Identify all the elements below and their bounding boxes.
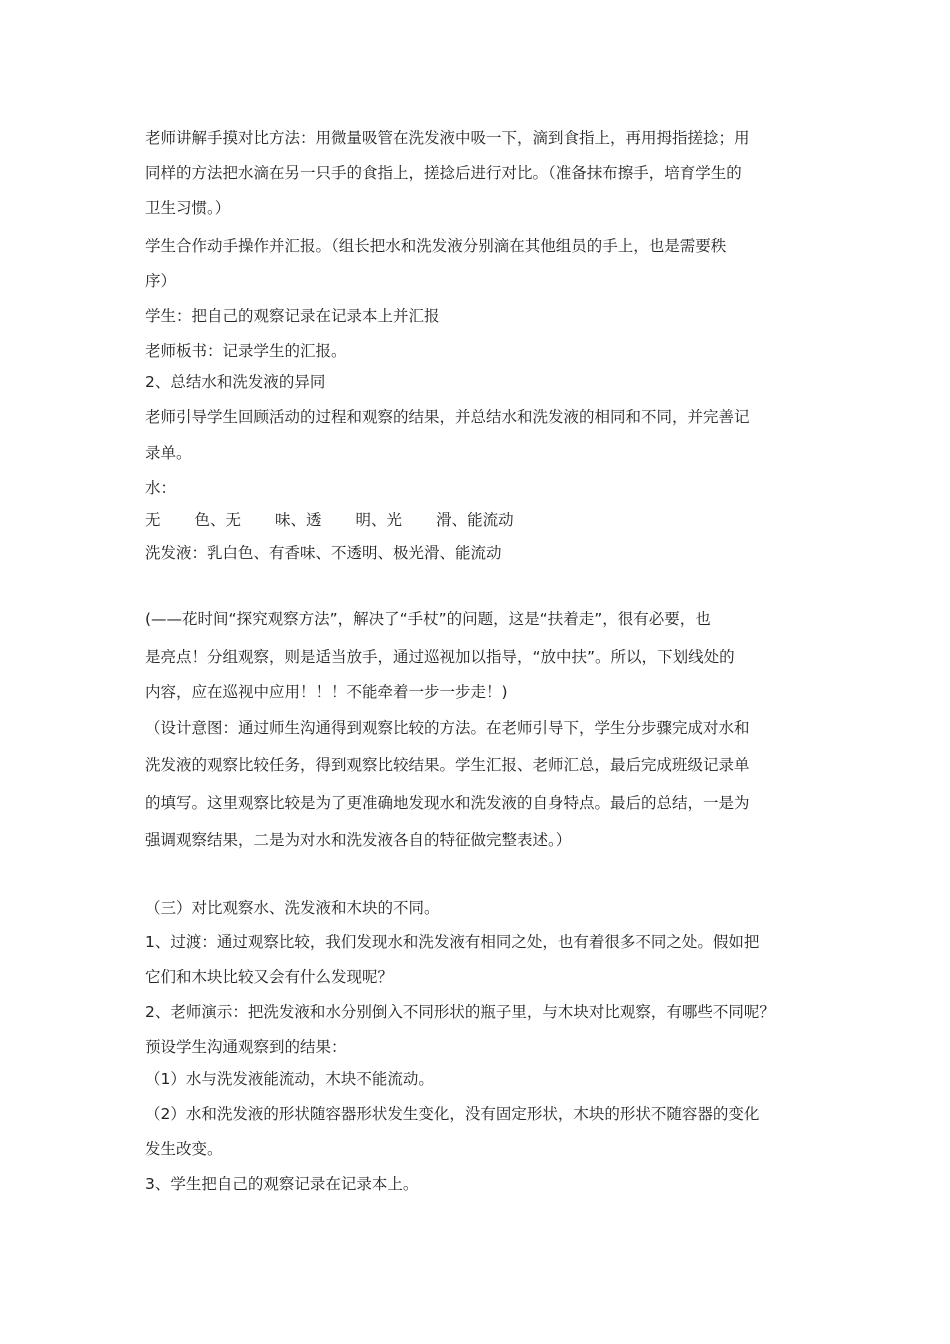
design-intent-line: 强调观察结果，二是为对水和洗发液各自的特征做完整表述。） <box>145 831 572 849</box>
paragraph-line: 1、过渡：通过观察比较，我们发现水和洗发液有相同之处，也有着很多不同之处。假如把 <box>145 933 760 951</box>
design-intent-line: 的填写。这里观察比较是为了更准确地发现水和洗发液的自身特点。最后的总结，一是为 <box>145 794 750 812</box>
design-intent-line: 洗发液的观察比较任务，得到观察比较结果。学生汇报、老师汇总，最后完成班级记录单 <box>145 756 750 774</box>
water-prop: 滑、能流动 <box>436 511 514 529</box>
water-prop: 色、无 <box>194 511 242 529</box>
paragraph-line: 洗发液：乳白色、有香味、不透明、极光滑、能流动 <box>145 544 502 562</box>
paragraph-line: 学生：把自己的观察记录在记录本上并汇报 <box>145 307 440 325</box>
list-item: （1）水与洗发液能流动，木块不能流动。 <box>145 1070 434 1088</box>
comment-line: 内容，应在巡视中应用！！！不能牵着一步一步走！) <box>145 683 508 701</box>
paragraph-line: 序） <box>145 272 177 290</box>
paragraph-line: 录单。 <box>145 444 192 462</box>
paragraph-line: 3、学生把自己的观察记录在记录本上。 <box>145 1175 419 1193</box>
comment-line: (——花时间“探究观察方法”，解决了“手杖”的问题，这是“扶着走”，很有必要，也 <box>145 610 711 628</box>
design-intent-line: （设计意图：通过师生沟通得到观察比较的方法。在老师引导下，学生分步骤完成对水和 <box>145 719 750 737</box>
paragraph-line: 2、老师演示：把洗发液和水分别倒入不同形状的瓶子里，与木块对比观察，有哪些不同呢？ <box>145 1003 775 1021</box>
list-item: 发生改变。 <box>145 1140 223 1158</box>
paragraph-line: 预设学生沟通观察到的结果： <box>145 1038 347 1056</box>
water-label: 水： <box>145 479 177 497</box>
water-properties-line <box>145 509 825 531</box>
section-heading: （三）对比观察水、洗发液和木块的不同。 <box>145 899 440 917</box>
paragraph-line: 同样的方法把水滴在另一只手的食指上，搓捻后进行对比。（准备抹布擦手，培育学生的 <box>145 164 742 182</box>
comment-line: 是亮点！分组观察，则是适当放手，通过巡视加以指导，“放中扶”。所以，下划线处的 <box>145 648 735 666</box>
water-prop: 无 <box>145 511 161 529</box>
paragraph-line: 老师引导学生回顾活动的过程和观察的结果，并总结水和洗发液的相同和不同，并完善记 <box>145 408 750 426</box>
paragraph-line: 它们和木块比较又会有什么发现呢？ <box>145 968 394 986</box>
paragraph-line: 卫生习惯。） <box>145 199 231 217</box>
section-heading: 2、总结水和洗发液的异同 <box>145 373 326 391</box>
paragraph-line: 老师板书：记录学生的汇报。 <box>145 342 347 360</box>
paragraph-line: 老师讲解手摸对比方法：用微量吸管在洗发液中吸一下，滴到食指上，再用拇指搓捻；用 <box>145 129 750 147</box>
water-prop: 明、光 <box>355 511 403 529</box>
list-item: （2）水和洗发液的形状随容器形状发生变化，没有固定形状，木块的形状不随容器的变化 <box>145 1105 760 1123</box>
water-prop: 味、透 <box>275 511 322 529</box>
paragraph-line: 学生合作动手操作并汇报。（组长把水和洗发液分别滴在其他组员的手上，也是需要秩 <box>145 237 727 255</box>
